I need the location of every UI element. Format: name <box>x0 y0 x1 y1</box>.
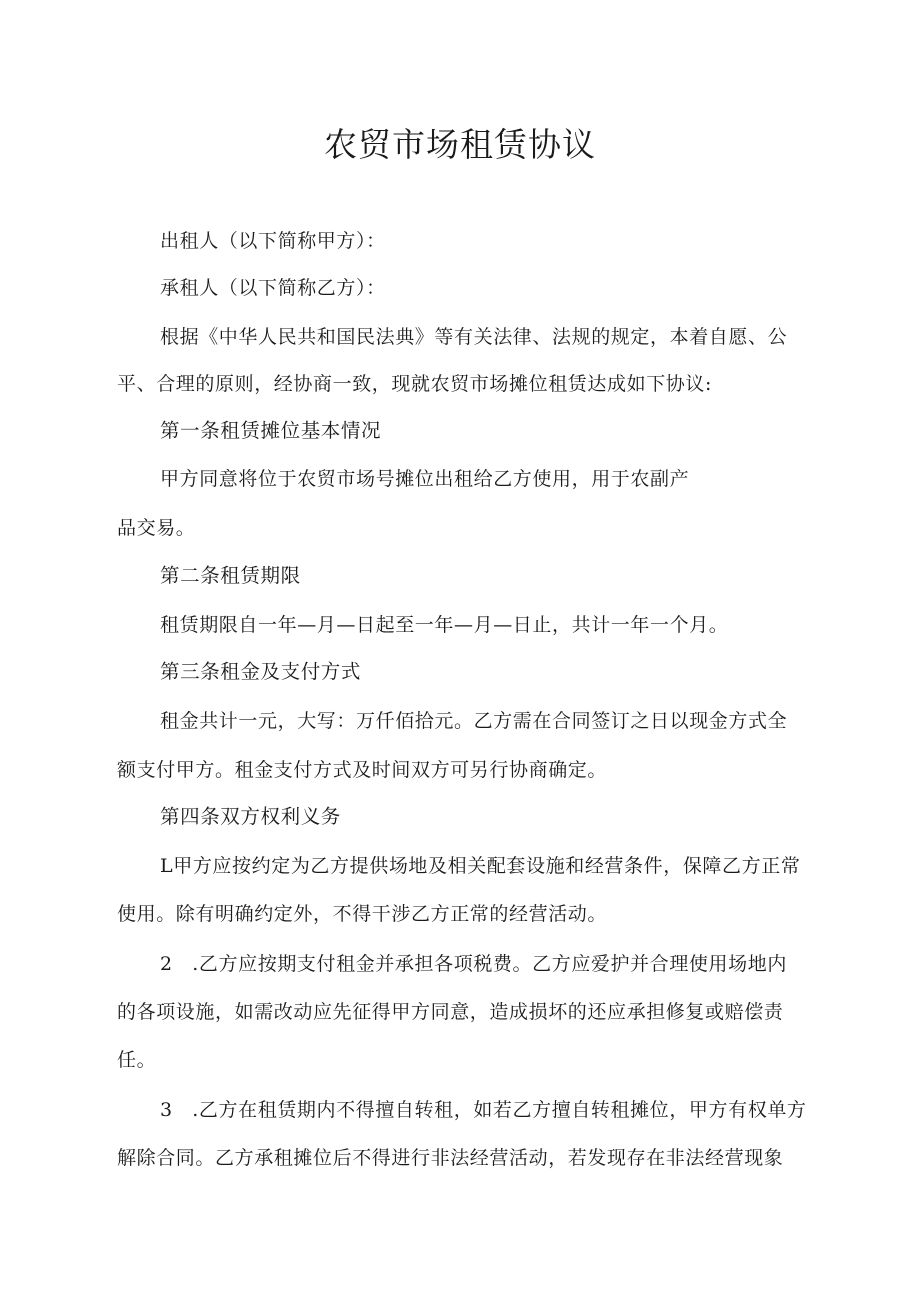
article-1-text-2: 品交易。 <box>117 517 196 539</box>
article-4-item-2-line-1: 2 .乙方应按期支付租金并承担各项税费。乙方应爱护并合理使用场地内 <box>160 953 787 975</box>
article-2-text: 租赁期限自一年—月—日起至一年—月—日止，共计一年一个月。 <box>160 614 729 636</box>
article-3-text-2: 额支付甲方。租金支付方式及时间双方可另行协商确定。 <box>117 759 608 781</box>
article-4-item-2-line-3: 任。 <box>117 1049 157 1071</box>
article-4-item-1-line-1: L甲方应按约定为乙方提供场地及相关配套设施和经营条件，保障乙方正常 <box>160 855 801 877</box>
lessor-line: 出租人（以下简称甲方）： <box>160 230 386 252</box>
article-4-item-2-line-2: 的各项设施，如需改动应先征得甲方同意，造成损坏的还应承担修复或赔偿责 <box>117 1001 784 1023</box>
article-1-text-1: 甲方同意将位于农贸市场号摊位出租给乙方使用，用于农副产 <box>160 468 690 490</box>
lessee-line: 承租人（以下简称乙方）： <box>160 277 386 299</box>
document-title: 农贸市场租赁协议 <box>324 125 596 164</box>
article-3-text-1: 租金共计一元，大写：万仟佰拾元。乙方需在合同签订之日以现金方式全 <box>160 710 788 732</box>
article-4-heading: 第四条双方权利义务 <box>160 805 341 828</box>
article-2-heading: 第二条租赁期限 <box>160 564 301 587</box>
article-4-item-1-line-2: 使用。除有明确约定外，不得干涉乙方正常的经营活动。 <box>117 903 608 925</box>
article-4-item-3-line-1: 3 .乙方在租赁期内不得擅自转租，如若乙方擅自转租摊位，甲方有权单方 <box>160 1099 807 1121</box>
article-3-heading: 第三条租金及支付方式 <box>160 660 362 683</box>
preamble-line-1: 根据《中华人民共和国民法典》等有关法律、法规的规定，本着自愿、公 <box>160 326 788 348</box>
article-1-heading: 第一条租赁摊位基本情况 <box>160 419 382 442</box>
preamble-line-2: 平、合理的原则，经协商一致，现就农贸市场摊位租赁达成如下协议: <box>117 373 713 395</box>
article-4-item-3-line-2: 解除合同。乙方承租摊位后不得进行非法经营活动，若发现存在非法经营现象 <box>117 1147 784 1169</box>
